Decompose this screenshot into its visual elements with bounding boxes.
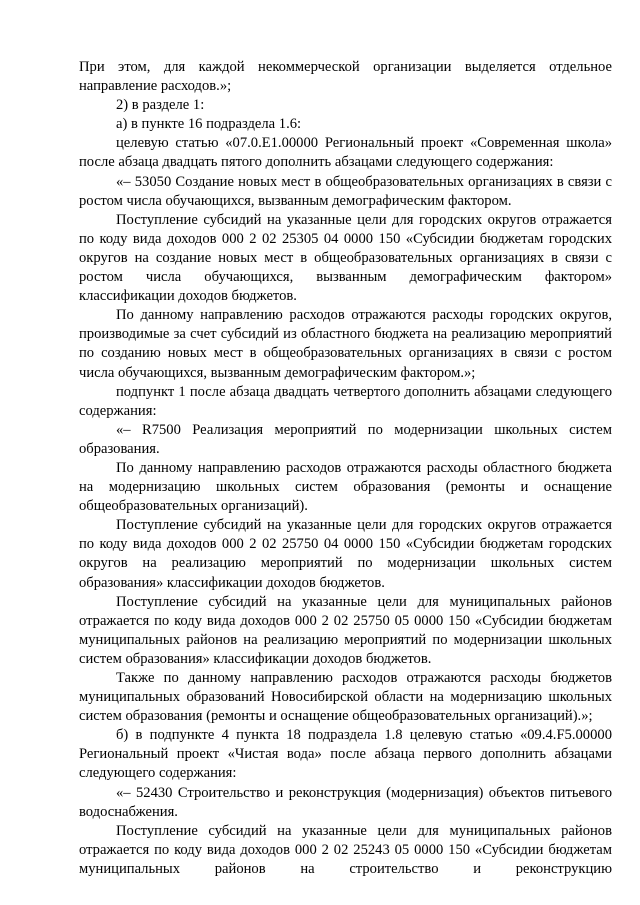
paragraph-6: По данному направлению расходов отражаются расходы городских округов, производимые за счет субсидий из областного бюджета на реализацию мероприятий по созданию новых мест в общеобразовательных организациях в связи с ростом числа обучающихся, вызванным демографическим фактором.»; [79, 307, 612, 381]
paragraph-12: Также по данному направлению расходов отражаются расходы бюджетов муниципальных образований Новосибирской области на модернизацию школьных систем образования (ремонты и оснащение общеобразовательных организаций).»; [79, 670, 612, 725]
paragraph-1: 2) в разделе 1: [116, 97, 205, 114]
paragraph-3: целевую статью «07.0.E1.00000 Региональный проект «Современная школа» после абзаца двадцать пятого дополнить абзацами следующего содержания: [79, 135, 612, 171]
paragraph-5: Поступление субсидий на указанные цели для городских округов отражается по коду вида доходов 000 2 02 25305 04 0000 150 «Субсидии бюджетам городских округов на создание новых мест в общеобразовательных организациях в связи с ростом числа обучающихся, вызванным демографическим фактором» классификации доходов бюджетов. [79, 211, 612, 305]
paragraph-13: б) в подпункте 4 пункта 18 подраздела 1.8 целевую статью «09.4.F5.00000 Региональный проект «Чистая вода» после абзаца первого дополнить абзацами следующего содержания: [79, 727, 612, 782]
paragraph-7: подпункт 1 после абзаца двадцать четвертого дополнить абзацами следующего содержания: [79, 383, 612, 419]
paragraph-9: По данному направлению расходов отражаются расходы областного бюджета на модернизацию школьных систем образования (ремонты и оснащение общеобразовательных организаций). [79, 459, 612, 515]
paragraph-2: а) в пункте 16 подраздела 1.6: [116, 116, 302, 133]
paragraph-10: Поступление субсидий на указанные цели для городских округов отражается по коду вида доходов 000 2 02 25750 04 0000 150 «Субсидии бюджетам городских округов на реализацию мероприятий по модернизации школьных систем образования» классификации доходов бюджетов. [79, 517, 612, 591]
paragraph-14: «– 52430 Строительство и реконструкция (модернизация) объектов питьевого водоснабжения. [79, 784, 612, 820]
paragraph-8: «– R7500 Реализация мероприятий по модернизации школьных систем образования. [79, 421, 612, 457]
paragraph-11: Поступление субсидий на указанные цели для муниципальных районов отражается по коду вида доходов 000 2 02 25750 05 0000 150 «Субсидии бюджетам муниципальных районов на реализацию мероприятий по модернизации школьных систем образования» классификации доходов бюджетов. [79, 593, 612, 667]
paragraph-0: При этом, для каждой некоммерческой организации выделяется отдельное направление расходов.»; [79, 59, 612, 95]
paragraph-4: «– 53050 Создание новых мест в общеобразовательных организациях в связи с ростом числа обучающихся, вызванным демографическим фактором. [79, 173, 612, 209]
paragraph-15: Поступление субсидий на указанные цели для муниципальных районов отражается по коду вида доходов 000 2 02 25243 05 0000 150 «Субсидии бюджетам муниципальных районов на строительство и реконструкцию [79, 822, 612, 877]
document-page [79, 58, 612, 879]
